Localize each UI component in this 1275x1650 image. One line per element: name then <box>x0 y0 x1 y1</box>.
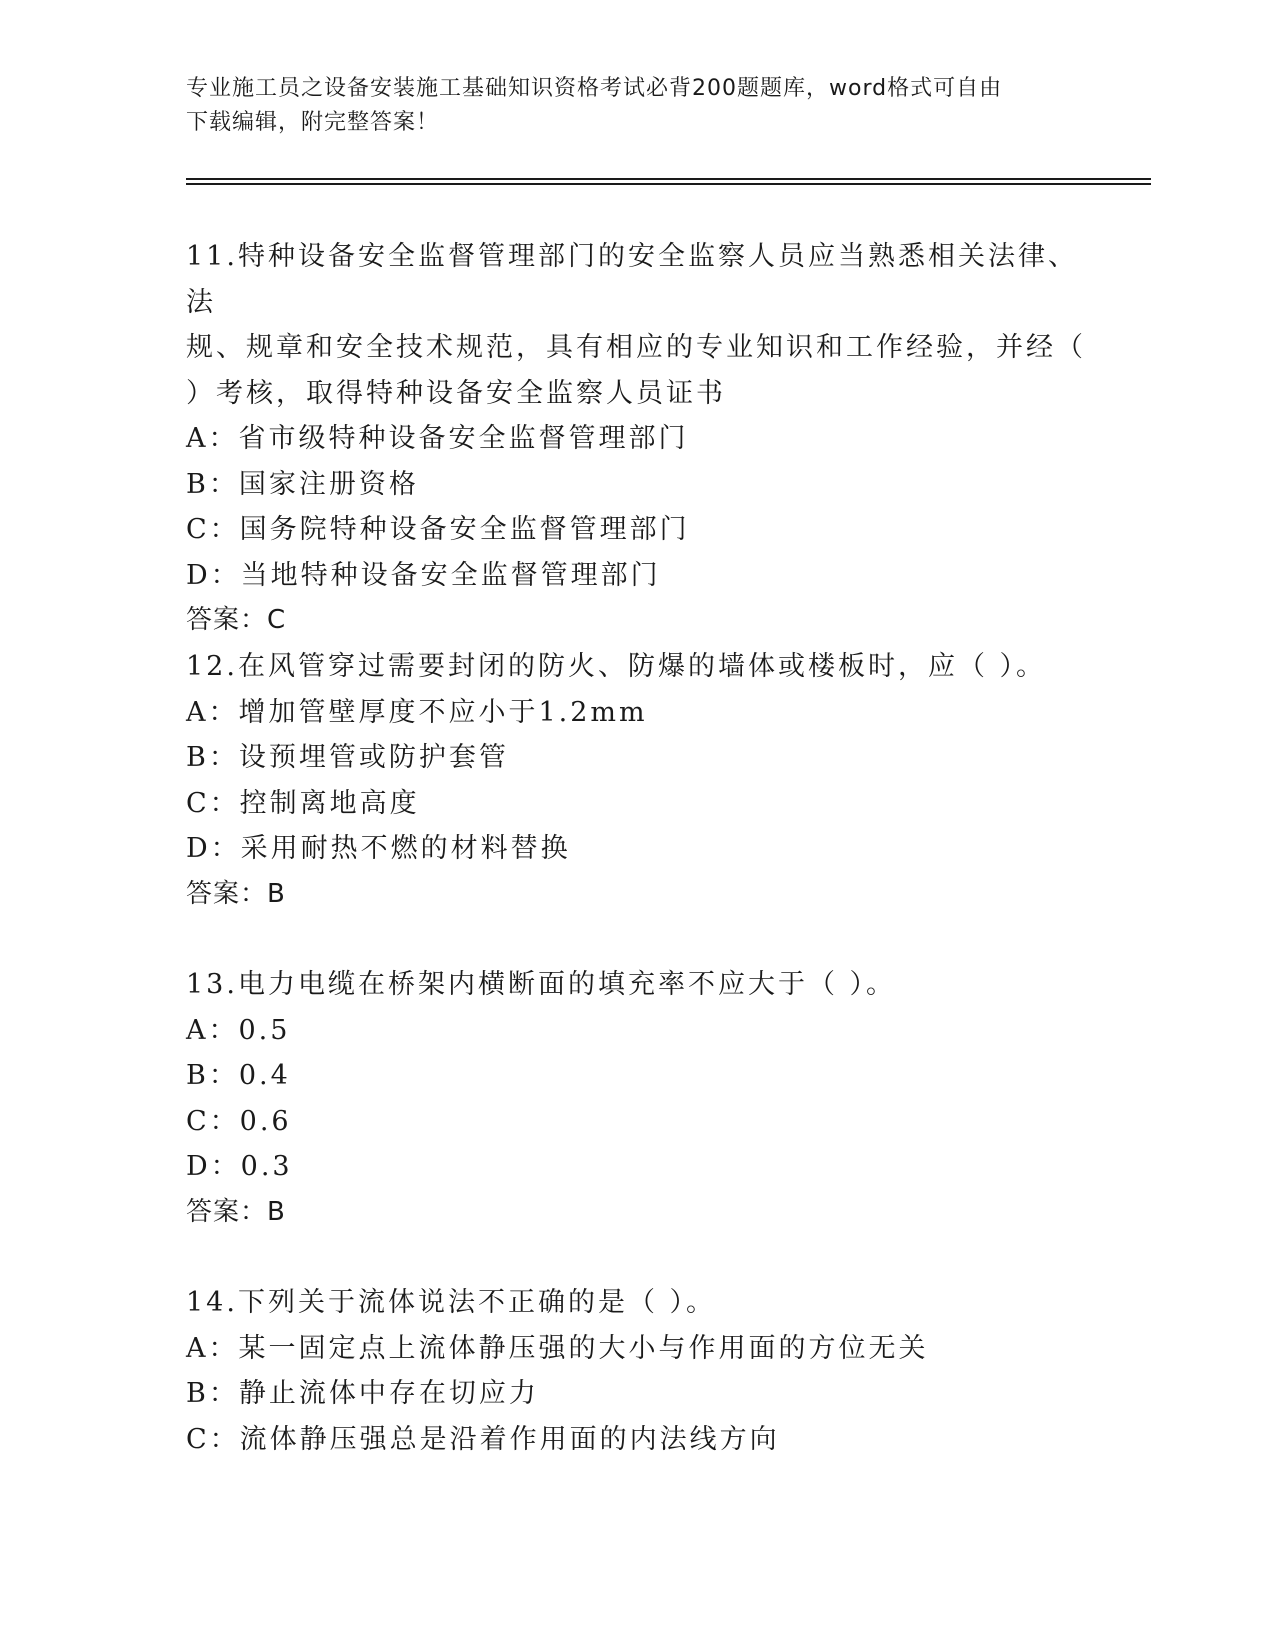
option-a: A：省市级特种设备安全监督管理部门 <box>186 423 689 454</box>
option-b: B：静止流体中存在切应力 <box>186 1378 539 1409</box>
option-a: A：0.5 <box>186 1014 291 1046</box>
header-divider-bottom <box>186 183 1151 185</box>
question-stem-line: 14.下列关于流体说法不正确的是（ ）。 <box>186 1287 717 1318</box>
question-13 <box>186 962 1086 1235</box>
option-c: C：控制离地高度 <box>186 787 420 819</box>
option-c: C：0.6 <box>186 1105 292 1137</box>
header-line-2: 下载编辑，附完整答案！ <box>186 110 440 135</box>
question-stem-line: ）考核，取得特种设备安全监察人员证书 <box>186 377 726 409</box>
option-d: D：采用耐热不燃的材料替换 <box>186 833 571 864</box>
option-a: A：增加管壁厚度不应小于1.2mm <box>186 696 648 728</box>
option-d: D：当地特种设备安全监督管理部门 <box>186 559 661 591</box>
option-a: A：某一固定点上流体静压强的大小与作用面的方位无关 <box>186 1332 929 1364</box>
question-stem-line: 11.特种设备安全监督管理部门的安全监察人员应当熟悉相关法律、法 <box>186 241 1078 318</box>
header-divider-top <box>186 178 1151 180</box>
answer-line: 答案：C <box>186 605 287 635</box>
question-14 <box>186 1280 1086 1462</box>
option-b: B：0.4 <box>186 1060 291 1091</box>
question-12 <box>186 644 1086 917</box>
option-c: C：国务院特种设备安全监督管理部门 <box>186 514 690 545</box>
question-stem-line: 规、规章和安全技术规范，具有相应的专业知识和工作经验，并经（ <box>186 332 1086 363</box>
option-b: B：设预埋管或防护套管 <box>186 742 509 773</box>
option-d: D：0.3 <box>186 1151 293 1182</box>
header-line-1: 专业施工员之设备安装施工基础知识资格考试必背200题题库，word格式可自由 <box>186 76 1003 101</box>
question-stem-line: 12.在风管穿过需要封闭的防火、防爆的墙体或楼板时，应（ ）。 <box>186 651 1047 682</box>
option-b: B：国家注册资格 <box>186 468 419 500</box>
answer-line: 答案：B <box>186 878 286 909</box>
answer-line: 答案：B <box>186 1196 286 1227</box>
option-c: C：流体静压强总是沿着作用面的内法线方向 <box>186 1423 780 1455</box>
question-11 <box>186 234 1086 644</box>
document-header <box>186 72 1086 140</box>
question-stem-line: 13.电力电缆在桥架内横断面的填充率不应大于（ ）。 <box>186 969 897 1000</box>
